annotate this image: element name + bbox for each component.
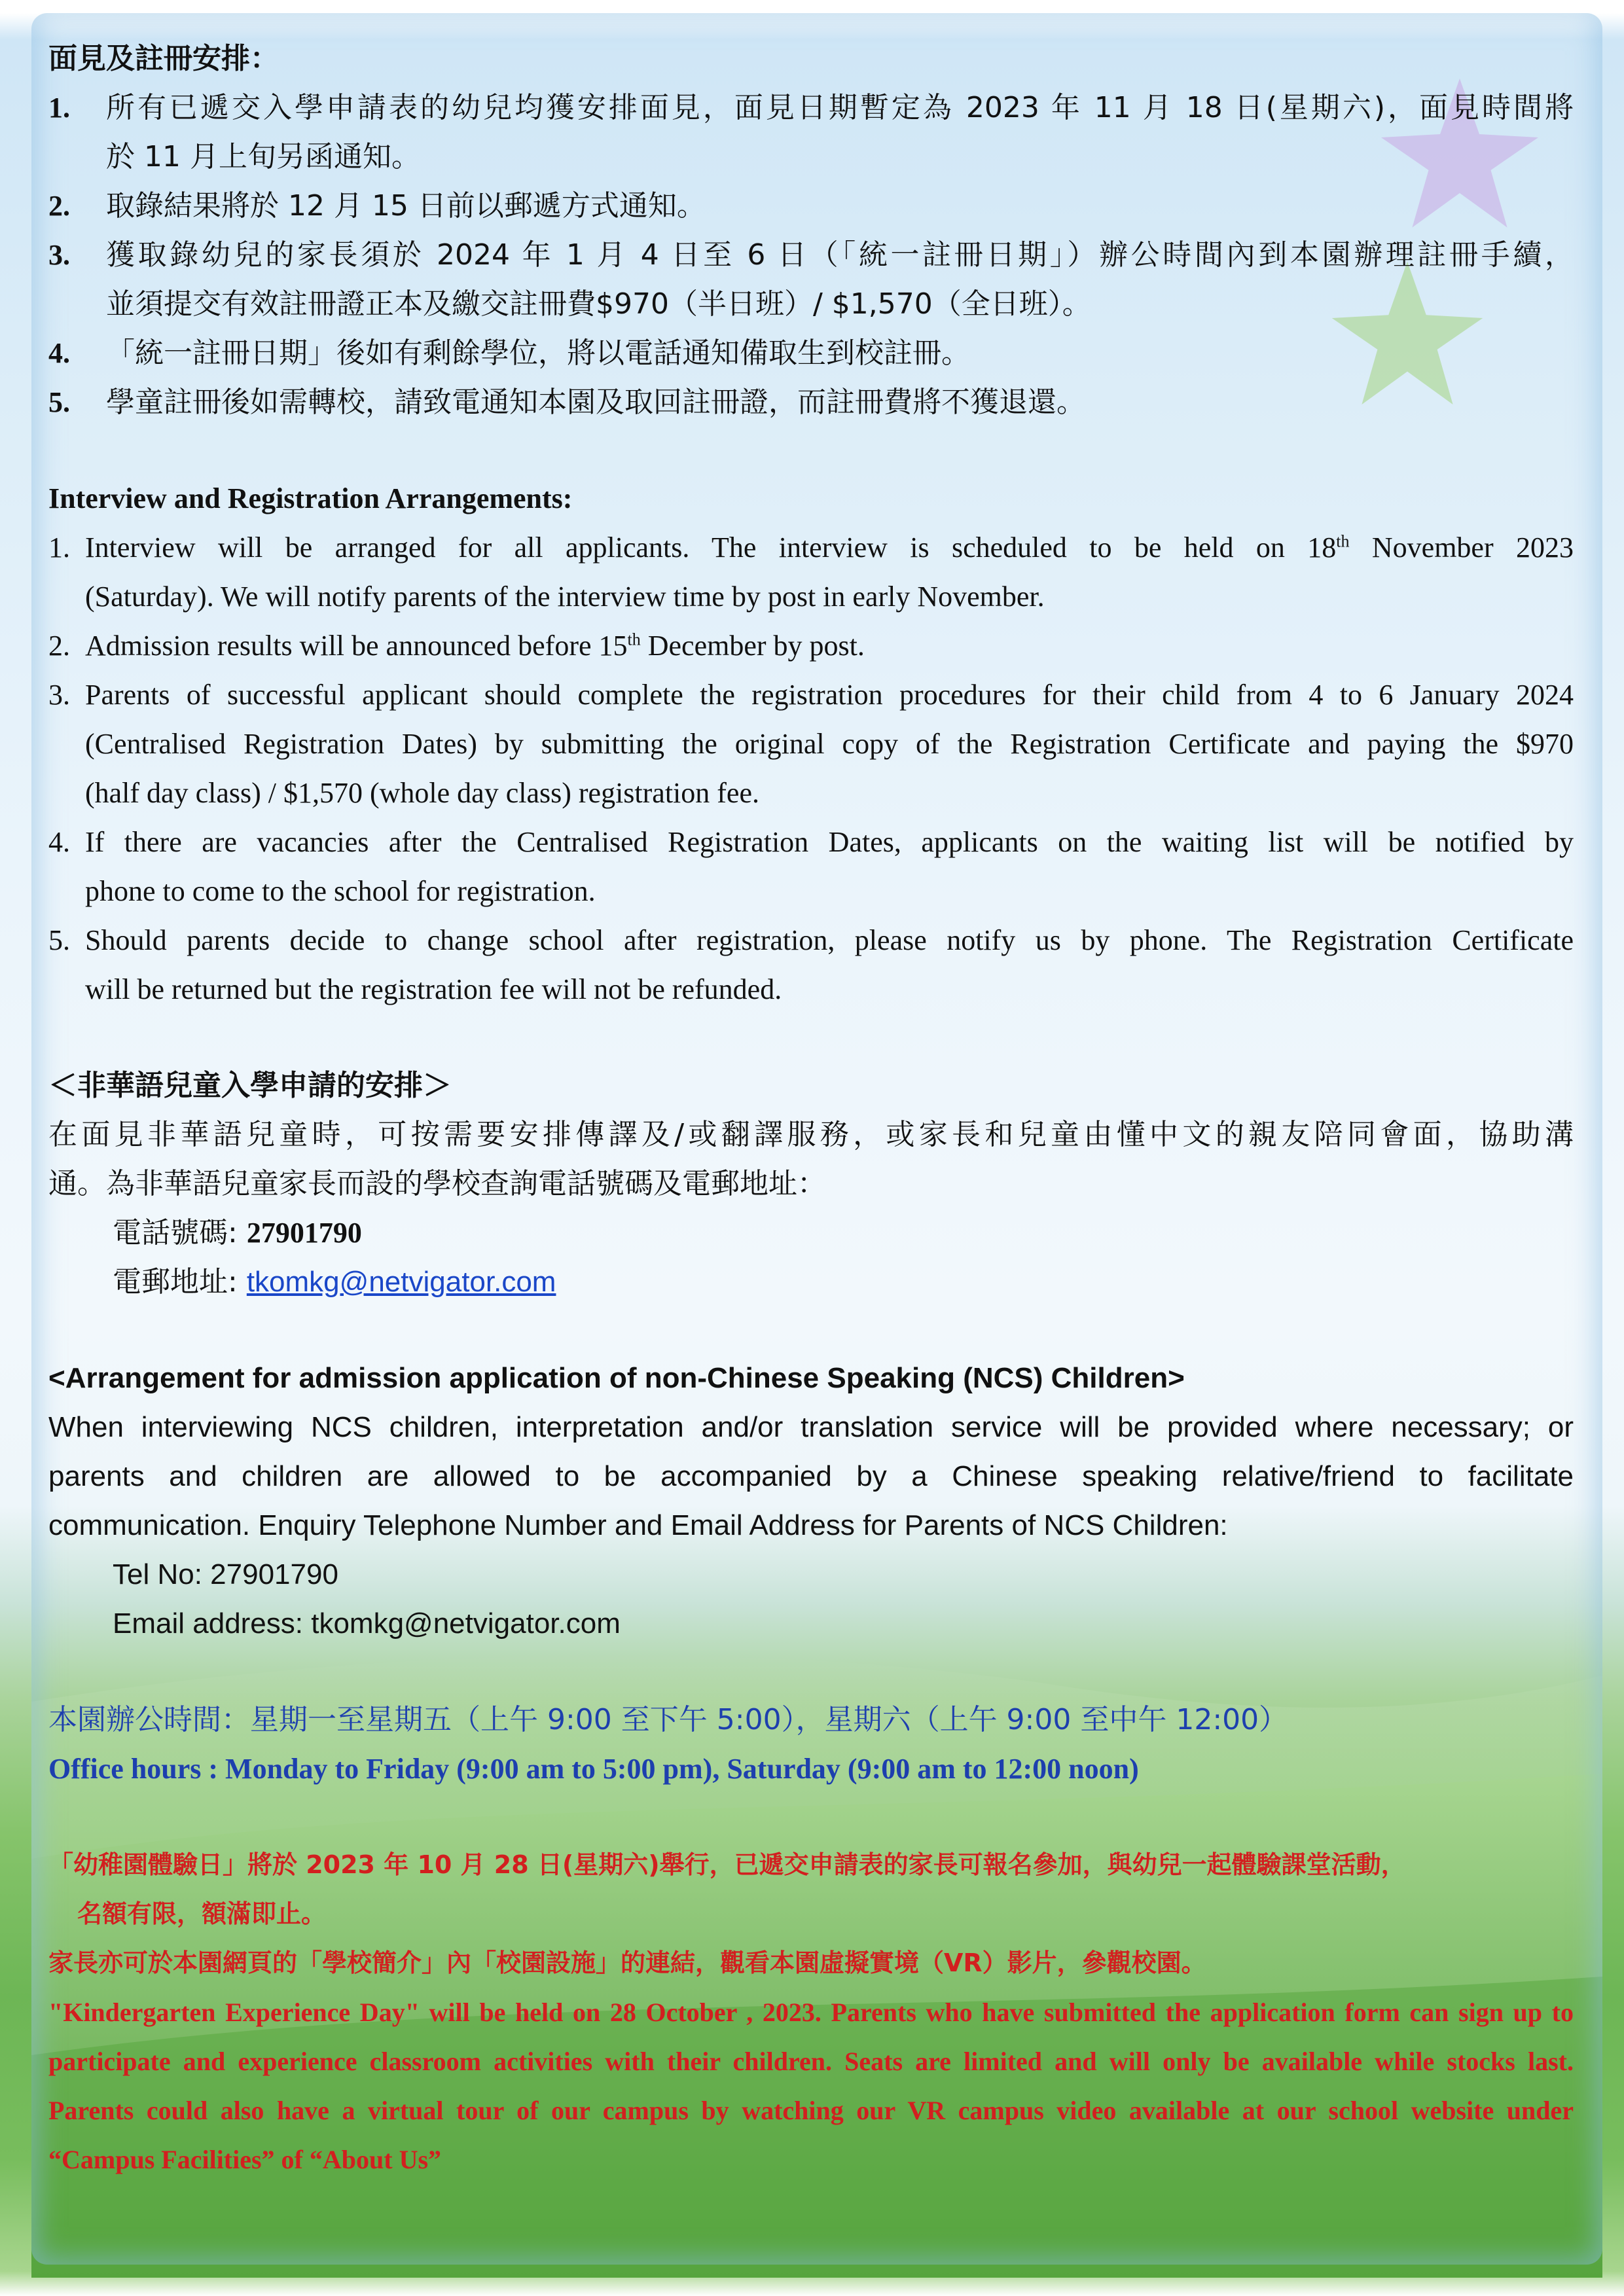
zh-item-line: 學童註冊後如需轉校，請致電通知本園及取回註冊證，而註冊費將不獲退還。 <box>106 386 1085 419</box>
tel-label: 電話號碼: <box>113 1216 238 1249</box>
zh-interview-item <box>48 378 1574 427</box>
en-item-line: (Saturday). We will notify parents of the interview time by post in early November. <box>85 581 1045 613</box>
notice-zh-line: 名額有限，額滿即止。 <box>77 1899 327 1928</box>
zh-interview-heading: 面見及註冊安排： <box>48 42 279 75</box>
en-interview-item <box>48 670 1574 817</box>
zh-item-line: 「統一註冊日期」後如有剩餘學位，將以電話通知備取生到校註冊。 <box>106 336 970 370</box>
en-item-line: (Centralised Registration Dates) by submitting the original copy of the Registration Certificate and paying the $970 <box>85 728 1574 760</box>
zh-item-line: 並須提交有效註冊證正本及繳交註冊費$970（半日班）/ $1,570（全日班）。 <box>106 287 1091 321</box>
office-hours-en: Office hours : Monday to Friday (9:00 am to 5:00 pm), Saturday (9:00 am to 12:00 noon) <box>48 1753 1139 1785</box>
en-ncs-paragraph-line: When interviewing NCS children, interpretation and/or translation service will be provided where necessary; or <box>48 1411 1574 1443</box>
list-number: 2. <box>48 190 70 222</box>
zh-ncs-email <box>48 1257 1574 1306</box>
list-number: 4. <box>48 337 70 369</box>
en-ncs-email: Email address: tkomkg@netvigator.com <box>113 1607 621 1640</box>
zh-interview-item <box>48 83 1574 181</box>
en-ncs-paragraph-line: communication. Enquiry Telephone Number and Email Address for Parents of NCS Children: <box>48 1509 1228 1541</box>
email-label: 電郵地址: <box>113 1265 238 1299</box>
notice-en-line: participate and experience classroom activities with their children. Seats are limited and will only be available while stocks last. <box>48 2047 1574 2076</box>
office-hours-zh: 本園辦公時間：星期一至星期五（上午 9:00 至下午 5:00），星期六（上午 9:00 至中午 12:00） <box>48 1703 1288 1736</box>
en-ncs-heading: <Arrangement for admission application of non-Chinese Speaking (NCS) Children> <box>48 1362 1185 1394</box>
en-ncs-tel: Tel No: 27901790 <box>113 1558 338 1590</box>
en-item-line: will be returned but the registration fee will not be refunded. <box>85 973 782 1005</box>
en-item-line: Admission results will be announced before 15th December by post. <box>85 630 865 662</box>
zh-item-line: 所有已遞交入學申請表的幼兒均獲安排面見，面見日期暫定為 2023 年 11 月 18 日(星期六)，面見時間將 <box>106 91 1574 124</box>
notice-en-line: “Campus Facilities” of “About Us” <box>48 2145 442 2174</box>
en-interview-item <box>48 916 1574 1014</box>
tel-number: 27901790 <box>246 1217 362 1249</box>
zh-ncs-paragraph-line: 在面見非華語兒童時，可按需要安排傳譯及/或翻譯服務，或家長和兒童由懂中文的親友陪同會面，協助溝 <box>48 1118 1574 1151</box>
zh-interview-item <box>48 230 1574 329</box>
list-number: 3. <box>48 679 70 711</box>
en-item-line: Interview will be arranged for all applicants. The interview is scheduled to be held on 18th November 2023 <box>85 531 1574 564</box>
list-number: 1. <box>48 92 70 124</box>
zh-interview-item <box>48 329 1574 378</box>
zh-ncs-tel <box>48 1208 1574 1257</box>
email-link[interactable]: tkomkg@netvigator.com <box>246 1266 556 1298</box>
list-number: 4. <box>48 826 70 858</box>
list-number: 5. <box>48 924 70 956</box>
en-interview-heading: Interview and Registration Arrangements: <box>48 482 573 514</box>
list-number: 3. <box>48 239 70 271</box>
en-interview-item <box>48 523 1574 621</box>
notice-zh-line: 「幼稚園體驗日」將於 2023 年 10 月 28 日(星期六)舉行，已遞交申請表的家長可報名參加，與幼兒一起體驗課堂活動， <box>48 1850 1406 1879</box>
notice-en-line: Parents could also have a virtual tour of our campus by watching our VR campus video available at our school website under <box>48 2096 1574 2125</box>
en-interview-item <box>48 621 1574 670</box>
en-item-line: Should parents decide to change school after registration, please notify us by phone. The Registration Certificate <box>85 924 1574 956</box>
list-number: 5. <box>48 386 70 418</box>
en-item-line: (half day class) / $1,570 (whole day class) registration fee. <box>85 777 759 809</box>
en-interview-item <box>48 817 1574 916</box>
content-area <box>48 34 1574 2184</box>
notice-en-line: "Kindergarten Experience Day" will be held on 28 October , 2023. Parents who have submitted the application form can sign up to <box>48 1998 1574 2027</box>
en-item-line: If there are vacancies after the Centralised Registration Dates, applicants on the waiting list will be notified by <box>85 826 1574 858</box>
zh-item-line: 獲取錄幼兒的家長須於 2024 年 1 月 4 日至 6 日（「統一註冊日期」）辦公時間內到本園辦理註冊手續， <box>106 238 1574 272</box>
zh-ncs-paragraph-line: 通。為非華語兒童家長而設的學校查詢電話號碼及電郵地址： <box>48 1167 826 1200</box>
zh-interview-item <box>48 181 1574 230</box>
list-number: 2. <box>48 630 70 662</box>
en-item-line: phone to come to the school for registration. <box>85 875 596 907</box>
en-item-line: Parents of successful applicant should complete the registration procedures for their child from 4 to 6 January 2024 <box>85 679 1574 711</box>
en-ncs-paragraph-line: parents and children are allowed to be accompanied by a Chinese speaking relative/friend to facilitate <box>48 1460 1574 1492</box>
notice-zh-line: 家長亦可於本園網頁的「學校簡介」內「校園設施」的連結，觀看本園虛擬實境（VR）影片，參觀校園。 <box>48 1948 1206 1977</box>
zh-ncs-heading: ＜非華語兒童入學申請的安排＞ <box>48 1069 452 1102</box>
list-number: 1. <box>48 531 70 564</box>
zh-item-line: 取錄結果將於 12 月 15 日前以郵遞方式通知。 <box>106 189 706 223</box>
zh-item-line: 於 11 月上旬另函通知。 <box>106 140 420 173</box>
